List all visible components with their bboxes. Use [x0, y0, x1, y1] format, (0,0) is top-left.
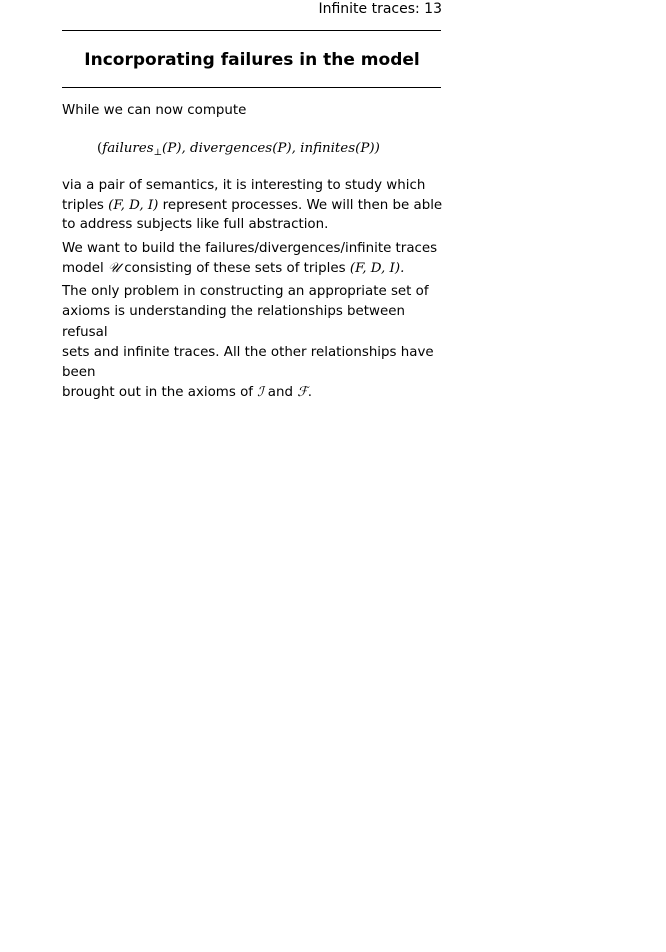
formula-arg2: (P),	[272, 141, 296, 156]
para3-line2: axioms is understanding the relationships between refusal	[62, 304, 405, 340]
formula-arg1: (P),	[162, 141, 186, 156]
para2-math: (F, D, I).	[349, 260, 405, 276]
para1-pre: triples	[62, 197, 109, 213]
para3-math-i: ℐ	[257, 385, 264, 401]
formula-arg3: (P))	[355, 141, 380, 156]
intro-text: While we can now compute	[62, 103, 247, 118]
section-title: Incorporating failures in the model	[84, 50, 420, 70]
bottom-rule	[62, 87, 441, 88]
display-formula	[97, 139, 380, 163]
formula-failures: failures	[102, 141, 154, 156]
para1-line2	[62, 196, 444, 216]
para3-end: .	[307, 385, 313, 401]
para2-math-u: 𝒰	[107, 260, 121, 276]
formula-bottom-subscript: ⊥	[153, 148, 163, 158]
top-rule	[62, 30, 441, 31]
para3-and: and	[263, 385, 298, 401]
para3-line4	[62, 383, 444, 403]
para3-math-f: ℱ	[297, 385, 308, 401]
paragraph-1	[62, 176, 444, 235]
para1-math: (F, D, I)	[108, 197, 159, 213]
intro-paragraph	[62, 101, 444, 121]
para2-pre: model	[62, 260, 108, 276]
paragraph-2	[62, 239, 444, 278]
paragraph-3	[62, 282, 444, 404]
para2-line1: We want to build the failures/divergences/infinite traces	[62, 241, 438, 256]
para1-line1: via a pair of semantics, it is interesting to study which	[62, 178, 426, 193]
para3-line3: sets and infinite traces. All the other relationships have been	[62, 344, 434, 381]
formula-open-paren: (	[97, 141, 103, 156]
para2-mid: consisting of these sets of triples	[120, 260, 350, 276]
formula-divergences: divergences	[190, 141, 273, 156]
formula-infinites: infinites	[300, 141, 356, 156]
running-head: Infinite traces: 13	[318, 1, 442, 17]
para2-line2	[62, 259, 444, 279]
para1-line3: to address subjects like full abstraction.	[62, 217, 329, 232]
para3-line1: The only problem in constructing an appropriate set of	[62, 284, 429, 299]
para1-post: represent processes. We will then be able	[158, 197, 443, 213]
para3-pre: brought out in the axioms of	[62, 385, 258, 401]
